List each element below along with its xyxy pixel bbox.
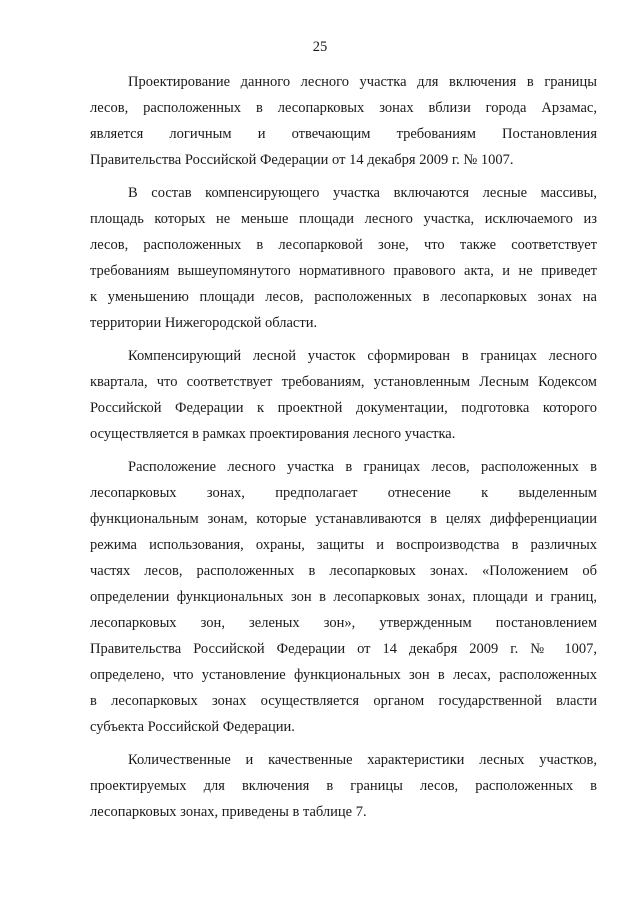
document-body	[90, 69, 597, 832]
text-line: квартала, что соответствует требованиям, установленным Лесным Кодексом	[90, 374, 597, 390]
text-line: площадь которых не меньше площади лесного участка, исключаемого из	[90, 211, 597, 227]
text-line: требованиям вышеупомянутого нормативного правового акта, и не приведет	[90, 263, 597, 279]
text-line: Правительства Российской Федерации от 14 декабря 2009 г. № 1007.	[90, 152, 514, 168]
text-line: лесопарковых зонах, предполагает отнесение к выделенным	[90, 485, 597, 501]
paragraph	[90, 180, 597, 336]
text-line: Российской Федерации к проектной документации, подготовка которого	[90, 400, 597, 416]
paragraph	[90, 343, 597, 447]
text-line: Проектирование данного лесного участка для включения в границы	[128, 74, 597, 90]
text-line: лесов, расположенных в лесопарковых зонах вблизи города Арзамас,	[90, 100, 597, 116]
text-line: лесопарковых зонах, приведены в таблице 7.	[90, 804, 367, 820]
text-line: в лесопарковых зонах осуществляется органом государственной власти	[90, 693, 597, 709]
text-line: лесов, расположенных в лесопарковой зоне, что также соответствует	[90, 237, 597, 253]
text-line: определении функциональных зон в лесопарковых зонах, площади и границ,	[90, 589, 597, 605]
paragraph	[90, 454, 597, 740]
text-line: режима использования, охраны, защиты и воспроизводства в различных	[90, 537, 597, 553]
text-line: к уменьшению площади лесов, расположенных в лесопарковых зонах на	[90, 289, 597, 305]
text-line: частях лесов, расположенных в лесопарковых зонах. «Положением об	[90, 563, 597, 579]
text-line: В состав компенсирующего участка включаются лесные массивы,	[128, 185, 597, 201]
page-number: 25	[312, 39, 328, 55]
text-line: осуществляется в рамках проектирования лесного участка.	[90, 426, 456, 442]
text-line: лесопарковых зон, зеленых зон», утвержденным постановлением	[90, 615, 597, 631]
paragraph	[90, 747, 597, 825]
text-line: Расположение лесного участка в границах лесов, расположенных в	[128, 459, 597, 475]
text-line: Правительства Российской Федерации от 14 декабря 2009 г. № 1007,	[90, 641, 597, 657]
text-line: определено, что установление функциональных зон в лесах, расположенных	[90, 667, 597, 683]
text-line: является логичным и отвечающим требованиям Постановления	[90, 126, 597, 142]
text-line: функциональным зонам, которые устанавливаются в целях дифференциации	[90, 511, 597, 527]
text-line: проектируемых для включения в границы лесов, расположенных в	[90, 778, 597, 794]
text-line: Компенсирующий лесной участок сформирован в границах лесного	[128, 348, 597, 364]
text-line: территории Нижегородской области.	[90, 315, 318, 331]
text-line: субъекта Российской Федерации.	[90, 719, 295, 735]
paragraph	[90, 69, 597, 173]
text-line: Количественные и качественные характеристики лесных участков,	[128, 752, 597, 768]
